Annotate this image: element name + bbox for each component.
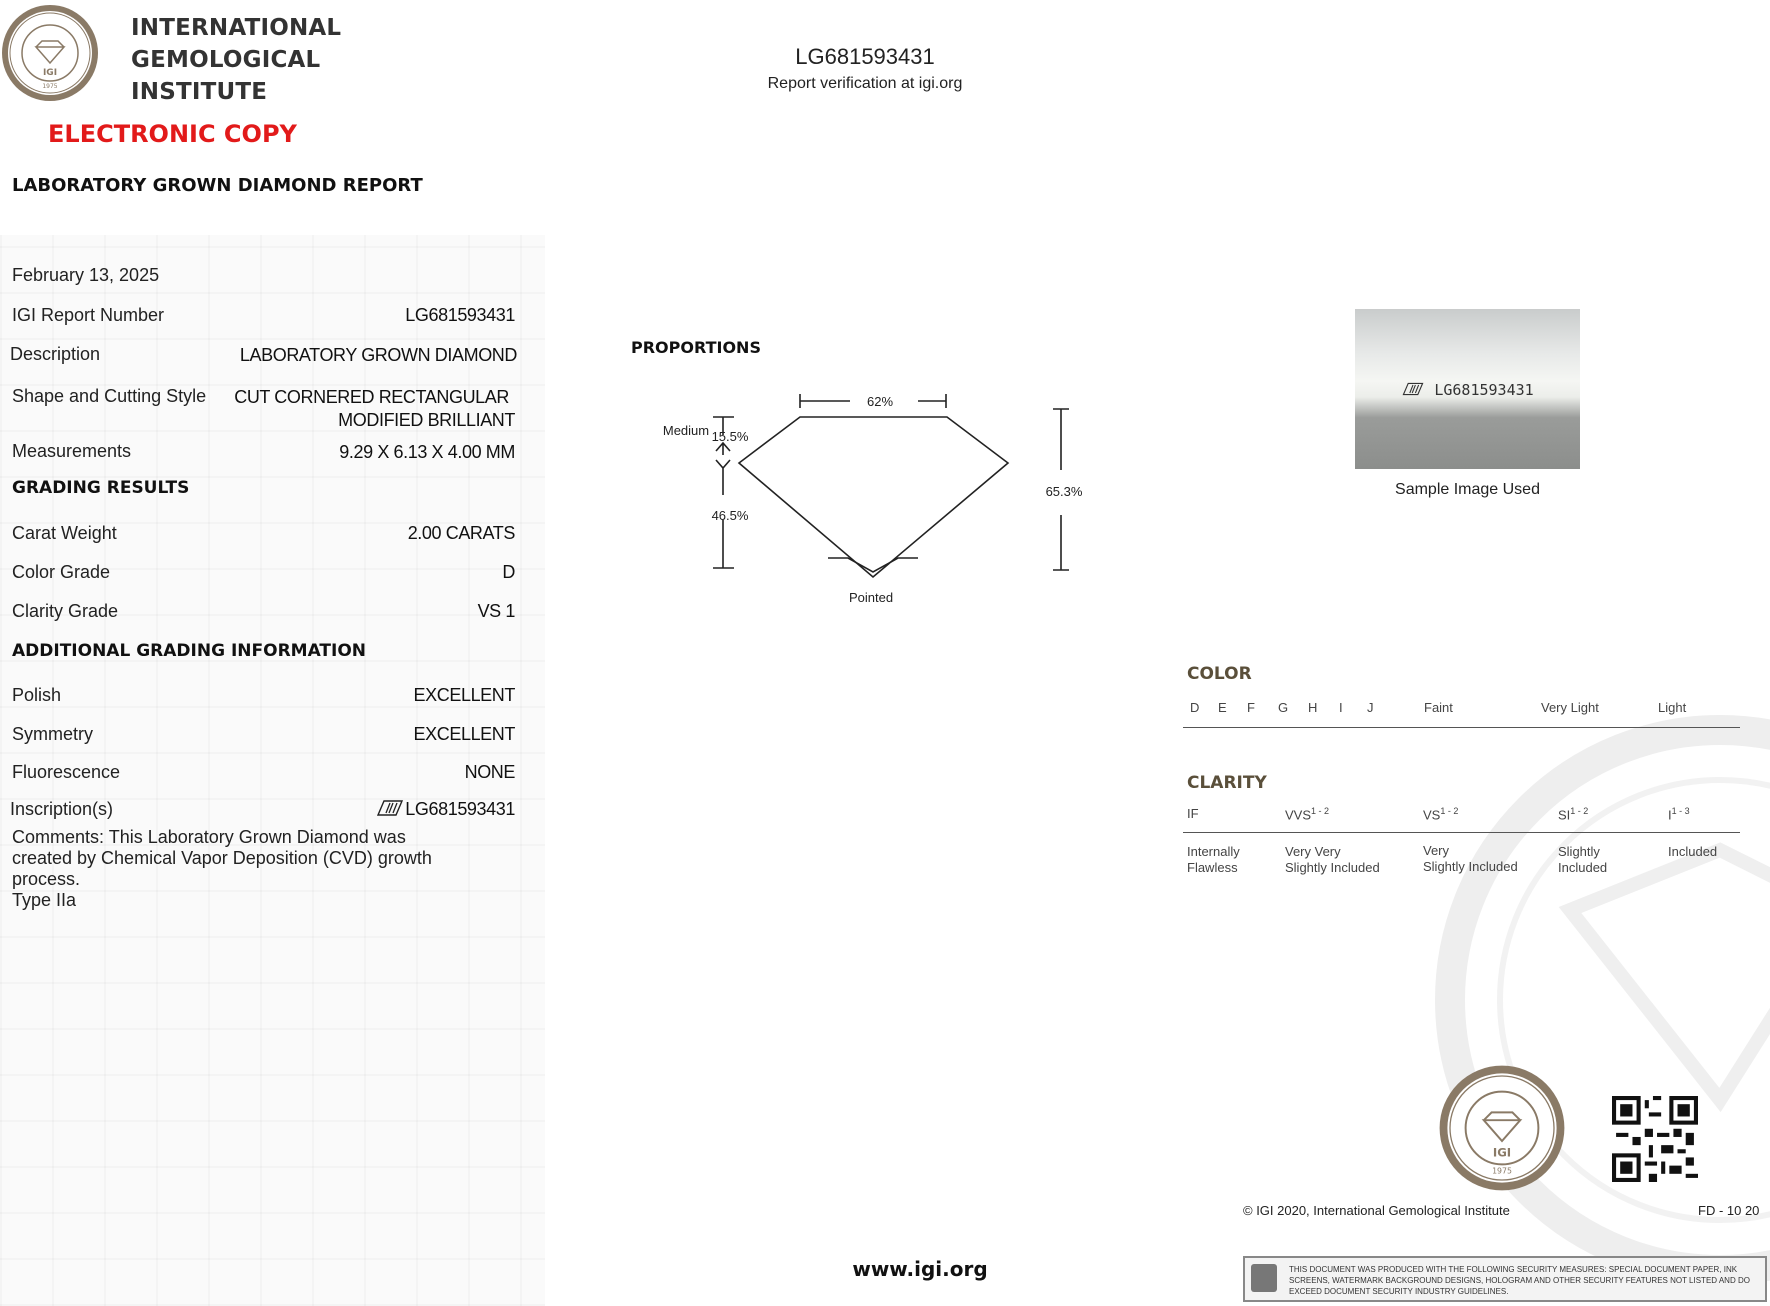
lock-icon	[1251, 1264, 1277, 1292]
field-label: Measurements	[12, 441, 132, 461]
culet-label: Pointed	[848, 590, 894, 605]
security-notice-text: THIS DOCUMENT WAS PRODUCED WITH THE FOLLOWING SECURITY MEASURES: SPECIAL DOCUMENT PAPER, INK SCREENS, WATERMARK BACKGROUND DESIGNS, HOLOGRAM AND OTHER SECURITY FEATURES NOT LISTED AND DO EXCEED DOCUMENT SECURITY INDUSTRY GUIDELINES.	[1289, 1265, 1750, 1296]
report-number-value: LG681593431	[405, 305, 515, 325]
depth-percent: 65.3%	[1045, 484, 1083, 499]
clarity-i: $I^{1 - 3}$	[1668, 806, 1690, 823]
inscription-value	[375, 798, 515, 820]
report-date: February 13, 2025	[12, 265, 160, 285]
symmetry-value: EXCELLENT	[413, 724, 515, 744]
sample-image-caption: Sample Image Used	[1395, 481, 1540, 498]
inscription-text: LG681593431	[405, 799, 515, 819]
report-verification-text[interactable]: Report verification at igi.org	[767, 75, 963, 92]
field-label: Carat Weight	[12, 523, 117, 543]
clarity-scale-rule	[1183, 832, 1740, 833]
field-label: Clarity Grade	[12, 601, 119, 621]
clarity-desc-vs: Very Slightly Included	[1423, 843, 1518, 874]
report-title: LABORATORY GROWN DIAMOND REPORT	[12, 175, 423, 196]
color-grade-f: F	[1247, 700, 1255, 715]
color-grade-g: G	[1278, 700, 1289, 715]
pavilion-percent: 46.5%	[711, 508, 749, 523]
carat-weight-value: 2.00 CARATS	[407, 523, 515, 543]
clarity-si: SI$^{1 - 2}$	[1558, 806, 1589, 823]
electronic-copy-label: ELECTRONIC COPY	[48, 120, 297, 148]
color-grade-e: E	[1218, 700, 1227, 715]
color-grade-h: H	[1308, 700, 1318, 715]
color-very-light: Very Light	[1541, 700, 1599, 715]
comments: Comments: This Laboratory Grown Diamond was created by Chemical Vapor Deposition (CVD) growth process. Type IIa	[12, 827, 432, 910]
clarity-if: IF	[1187, 806, 1199, 821]
clarity-desc-if: Internally Flawless	[1187, 844, 1240, 875]
svg-text:1975: 1975	[42, 83, 58, 90]
description-value: LABORATORY GROWN DIAMOND	[239, 345, 517, 365]
svg-text:IGI: IGI	[1492, 1145, 1512, 1160]
institute-name: INTERNATIONAL GEMOLOGICAL INSTITUTE	[131, 15, 342, 105]
field-label: Description	[10, 344, 101, 364]
clarity-vvs: VVS$^{1 - 2}$	[1285, 806, 1330, 823]
svg-text:1975: 1975	[1492, 1166, 1512, 1176]
measurements-value: 9.29 X 6.13 X 4.00 MM	[339, 442, 515, 462]
clarity-desc-si: Slightly Included	[1558, 844, 1608, 875]
additional-grading-heading: ADDITIONAL GRADING INFORMATION	[12, 641, 367, 661]
field-label: Color Grade	[12, 562, 111, 582]
svg-text:IGI: IGI	[42, 68, 58, 78]
color-grade-i: I	[1339, 700, 1343, 715]
crown-percent: 15.5%	[711, 429, 749, 444]
color-grade-value: D	[502, 562, 515, 582]
color-grade-j: J	[1367, 700, 1374, 715]
field-label: Inscription(s)	[10, 799, 114, 819]
grading-results-heading: GRADING RESULTS	[12, 478, 190, 498]
table-percent: 62%	[866, 394, 894, 409]
sample-inscription-text: LG681593431	[1355, 381, 1580, 399]
proportions-title: PROPORTIONS	[631, 338, 761, 357]
field-label: IGI Report Number	[12, 305, 165, 325]
report-details-panel	[0, 235, 545, 1306]
copyright-text: © IGI 2020, International Gemological Institute	[1243, 1203, 1510, 1218]
color-scale-title: COLOR	[1187, 664, 1252, 684]
qr-code[interactable]	[1612, 1096, 1698, 1182]
field-label: Shape and Cutting Style	[12, 386, 207, 406]
proportions-diagram	[610, 380, 1100, 610]
shape-value-line1: CUT CORNERED RECTANGULAR	[234, 387, 509, 407]
color-scale-rule	[1183, 727, 1740, 728]
website-link[interactable]: www.igi.org	[852, 1257, 988, 1281]
header-report-number: LG681593431	[795, 44, 935, 69]
polish-value: EXCELLENT	[413, 685, 515, 705]
clarity-scale-title: CLARITY	[1187, 773, 1267, 793]
clarity-grade-value: VS 1	[477, 601, 515, 621]
igi-inscription-icon	[375, 798, 405, 818]
girdle-label: Medium	[662, 423, 710, 438]
igi-seal-logo	[0, 3, 100, 103]
clarity-desc-vvs: Very Very Slightly Included	[1285, 844, 1380, 875]
form-code: FD - 10 20	[1698, 1203, 1760, 1218]
field-label: Polish	[12, 685, 62, 705]
color-grade-d: D	[1190, 700, 1200, 715]
fluorescence-value: NONE	[464, 762, 515, 782]
color-faint: Faint	[1424, 700, 1453, 715]
igi-inscription-icon	[1401, 381, 1425, 397]
security-notice	[1243, 1256, 1767, 1302]
clarity-vs: VS$^{1 - 2}$	[1423, 806, 1459, 823]
igi-footer-seal	[1437, 1063, 1567, 1193]
clarity-desc-i: Included	[1668, 844, 1718, 859]
field-label: Symmetry	[12, 724, 93, 744]
field-label: Fluorescence	[12, 762, 121, 782]
shape-value-line2: MODIFIED BRILLIANT	[338, 410, 515, 430]
color-light: Light	[1658, 700, 1687, 715]
